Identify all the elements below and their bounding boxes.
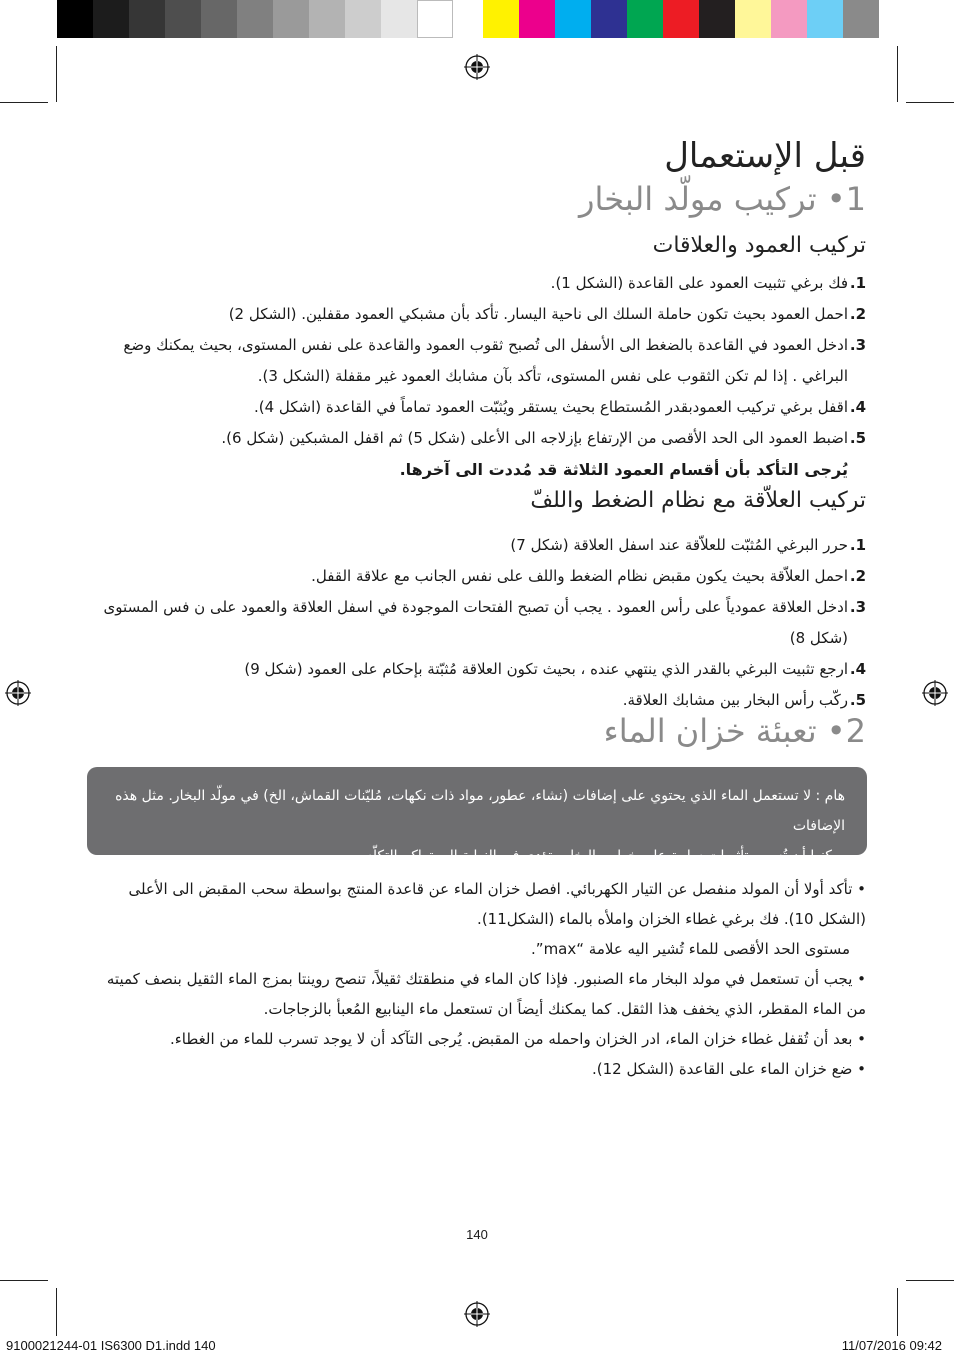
color-calibration-bar bbox=[483, 0, 879, 38]
registration-mark-icon bbox=[464, 54, 490, 80]
grayscale-calibration-bar bbox=[57, 0, 453, 38]
list-item: 5. ركّب رأس البخار بين مشابك العلاقة. bbox=[622, 691, 866, 709]
important-note-box bbox=[87, 767, 867, 864]
crop-mark bbox=[0, 1280, 48, 1281]
list-item: 1. حرر البرغي المُثبّت للعلاّقة عند اسفل العلاقة (شكل 7) bbox=[510, 536, 866, 554]
color-swatch bbox=[663, 0, 699, 38]
color-swatch bbox=[555, 0, 591, 38]
registration-mark-icon bbox=[464, 1301, 490, 1327]
color-swatch bbox=[129, 0, 165, 38]
list-item: 2. احمل العلاّقة بحيث يكون مقبض نظام الضغط واللف على نفس الجانب مع علاقة القفل. bbox=[311, 567, 866, 585]
color-swatch bbox=[627, 0, 663, 38]
water-tank-instructions bbox=[88, 874, 866, 1084]
list-item: مستوى الحد الأقصى للماء تُشير اليه علامة “max”. bbox=[531, 940, 850, 958]
color-swatch bbox=[807, 0, 843, 38]
color-swatch bbox=[273, 0, 309, 38]
pole-steps-list bbox=[88, 268, 866, 485]
color-swatch bbox=[165, 0, 201, 38]
color-swatch bbox=[591, 0, 627, 38]
list-item: 4. اقفل برغي تركيب العمودبقدر المُستطاع بحيث يستقر ويُثبّت العمود تماماً في القاعدة (اشكل 4). bbox=[253, 398, 866, 416]
crop-mark bbox=[897, 46, 898, 102]
crop-mark bbox=[56, 46, 57, 102]
subsection-hanger-heading: تركيب العلاّقة مع نظام الضغط واللفّ bbox=[530, 488, 866, 513]
section-1-heading: 1• تركيب مولّد البخار bbox=[579, 180, 866, 218]
color-swatch bbox=[699, 0, 735, 38]
list-item: • يجب أن تستعمل في مولد البخار ماء الصنبور. فإذا كان الماء في منطقتك ثقيلاً، تنصح روينتا بمزج الماء الثقيل بنصف كميته من الماء المقطر، الذي يخفف هذا الثقل. كما يمكنك أيضاً ان تستعمل ماء الينابيع المُعبأ بالزجاجات. bbox=[106, 970, 866, 1018]
registration-mark-icon bbox=[922, 680, 948, 706]
color-swatch bbox=[309, 0, 345, 38]
color-swatch bbox=[519, 0, 555, 38]
color-swatch bbox=[201, 0, 237, 38]
list-item: 4. ارجع تثبيت البرغي بالقدر الذي ينتهي عنده ، بحيث تكون العلاقة مُثبّتة بإحكام على العمود (شكل 9) bbox=[244, 660, 866, 678]
list-item: 3. ادخل العمود في القاعدة بالضغط الى الأسفل الى تُصبح ثقوب العمود والقاعدة على نفس المستوى، بحيث يمكنك وضع البراغي . إذا لم تكن الثقوب على نفس المستوى، تأكد بآن مشابك العمود غير مقفلة (الشكل 3). bbox=[123, 336, 866, 385]
crop-mark bbox=[906, 1280, 954, 1281]
bold-note: يُرجى التأكد بأن أقسام العمود الثلاثة قد مُددت الى آخرها. bbox=[399, 460, 848, 479]
list-item: • تأكد أولا أن المولد منفصل عن التيار الكهربائي. افصل خزان الماء عن قاعدة المنتج بواسطة سحب المقبض الى الأعلى (الشكل 10). فك برغي غطاء الخزان واملأه بالماء (الشكل11). bbox=[128, 880, 866, 928]
subsection-pole-heading: تركيب العمود والعلاقات bbox=[652, 233, 866, 258]
print-slug-file: 9100021244-01 IS6300 D1.indd 140 bbox=[6, 1338, 216, 1353]
note-line: يمكنها أن تُسبب تأثيرات سلبية على خواص البخار وتؤدي في النهاية الى تراكم التكلّس. bbox=[350, 848, 845, 864]
section-2-heading: 2• تعبئة خزان الماء bbox=[603, 712, 866, 750]
color-swatch bbox=[771, 0, 807, 38]
crop-mark bbox=[897, 1288, 898, 1336]
color-swatch bbox=[735, 0, 771, 38]
color-swatch bbox=[93, 0, 129, 38]
crop-mark bbox=[56, 1288, 57, 1336]
crop-mark bbox=[0, 102, 48, 103]
color-swatch bbox=[381, 0, 417, 38]
list-item: 2. احمل العمود بحيث تكون حاملة السلك الى ناحية اليسار. تأكد بأن مشبكي العمود مقفلين. (الشكل 2) bbox=[228, 305, 866, 323]
list-item: • ضع خزان الماء على القاعدة (الشكل 12). bbox=[591, 1060, 866, 1078]
color-swatch bbox=[237, 0, 273, 38]
color-swatch bbox=[843, 0, 879, 38]
registration-mark-icon bbox=[5, 680, 31, 706]
color-swatch bbox=[417, 0, 453, 38]
page-number: 140 bbox=[466, 1227, 488, 1242]
crop-mark bbox=[906, 102, 954, 103]
list-item: 3. ادخل العلاقة عمودياً على رأس العمود . يجب أن تصبح الفتحات الموجودة في اسفل العلاقة والعمود على ن فس المستوى (شكل 8) bbox=[103, 598, 866, 647]
hanger-steps-list bbox=[88, 530, 866, 716]
list-item: 1. فك برغي تثبيت العمود على القاعدة (الشكل 1). bbox=[550, 274, 866, 292]
list-item: • بعد أن تُقفل غطاء خزان الماء، ادر الخزان واحمله من المقبض. يُرجى التآكد أن لا يوجد تسرب للماء من الغطاء. bbox=[169, 1030, 866, 1048]
color-swatch bbox=[57, 0, 93, 38]
color-swatch bbox=[483, 0, 519, 38]
print-slug-date: 11/07/2016 09:42 bbox=[841, 1338, 942, 1353]
color-swatch bbox=[345, 0, 381, 38]
list-item: 5. اضبط العمود الى الحد الأقصى من الإرتفاع بإزلاجه الى الأعلى (شكل 5) ثم اقفل المشبكين (شكل 6). bbox=[221, 429, 866, 447]
note-line: هام : لا تستعمل الماء الذي يحتوي على إضافات (نشاء، عطور، مواد ذات نكهات، مُليّنات القماش، الخ) في مولّد البخار. مثل هذه الإضافات bbox=[115, 788, 845, 834]
page-title: قبل الإستعمال bbox=[664, 136, 866, 176]
